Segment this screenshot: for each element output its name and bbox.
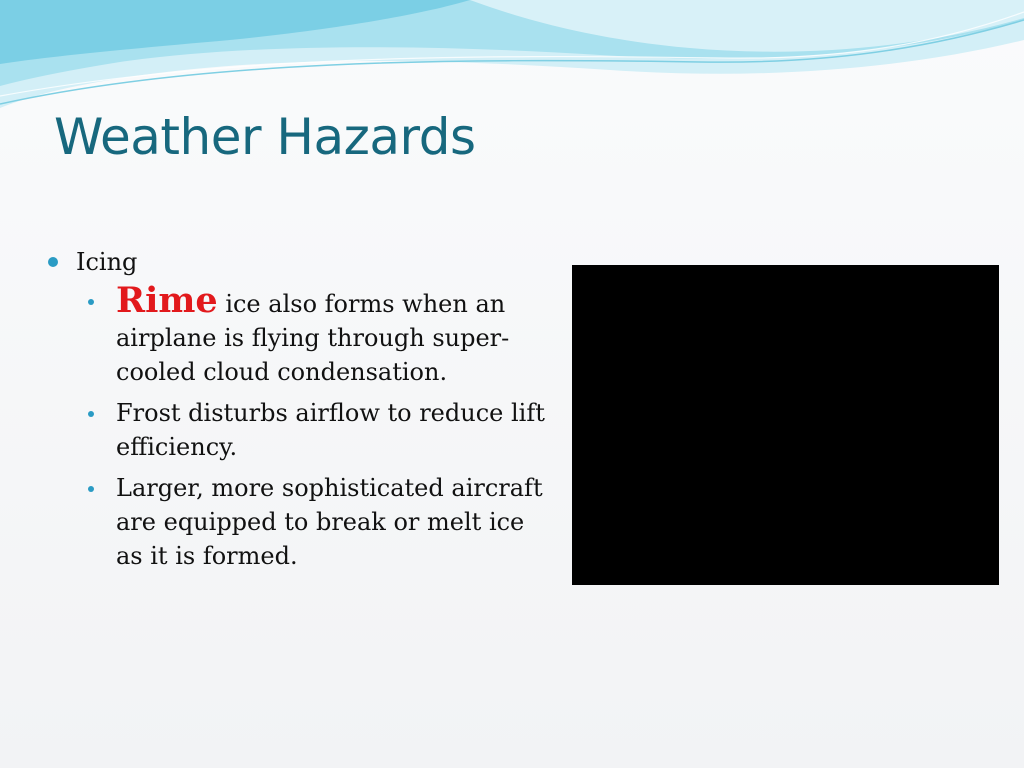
- sub-bullet-dot-icon: [88, 411, 94, 417]
- sub-bullet-rime: [116, 280, 546, 389]
- sub-bullet-rime-text: ice also forms when an airplane is flying through super-cooled cloud condensation.: [116, 290, 510, 386]
- bullet-list: [46, 244, 546, 580]
- sub-bullet-aircraft-text: Larger, more sophisticated aircraft are equipped to break or melt ice as it is formed.: [116, 474, 543, 570]
- rime-emphasis: Rime: [116, 280, 218, 321]
- sub-bullet-dot-icon: [88, 299, 94, 305]
- sub-bullet-list: [46, 280, 546, 573]
- media-placeholder[interactable]: [572, 265, 999, 585]
- sub-bullet-frost-text: Frost disturbs airflow to reduce lift efficiency.: [116, 399, 545, 461]
- bullet-dot-icon: [48, 257, 58, 267]
- sub-bullet-aircraft: [116, 471, 546, 573]
- sub-bullet-dot-icon: [88, 486, 94, 492]
- wave-header-decoration: [0, 0, 1024, 120]
- bullet-icing-label: Icing: [76, 248, 138, 276]
- slide-title: Weather Hazards: [54, 108, 476, 166]
- sub-bullet-frost: [116, 396, 546, 464]
- bullet-icing: [46, 244, 546, 280]
